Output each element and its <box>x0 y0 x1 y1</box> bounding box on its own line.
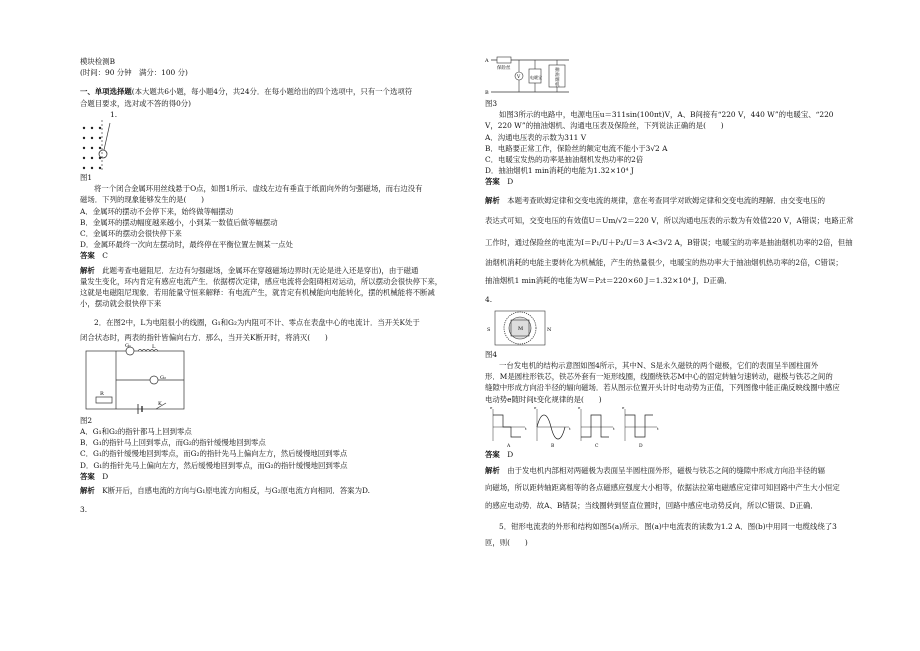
k-label: K <box>158 400 162 407</box>
q3-analysis-5: 抽油烟机1 min消耗的电能为W＝P₂t＝220×60 J＝1.32×10⁴ J，D正确． <box>485 275 732 285</box>
q3-circuit <box>485 54 575 98</box>
q1-option-b: B．金属环的摆动幅度越来越小，小到某一数值后做等幅摆动 <box>80 217 278 227</box>
q3-analysis-2: 表达式可知，交变电压的有效值U＝Um/√2＝220 V，所以沟通电压表的示数为有效值220 V，A错误；电路正常 <box>485 215 854 225</box>
graph-d-e-label: e <box>622 404 625 410</box>
q3-analysis-4: 油烟机消耗的电能主要转化为机械能，产生的热量很少，电暖宝的热功率大于抽油烟机热功率的2倍，C错误； <box>485 257 843 267</box>
terminal-a-label: A <box>485 58 489 64</box>
section-intro: (本大题共6小题，每小题4分，共24分．在每小题给出的四个选项中，只有一个选项符 <box>131 87 413 97</box>
q4-generator <box>485 305 555 349</box>
fuse-label: 保险丝 <box>497 66 511 71</box>
graph-b-t-label: t <box>569 425 571 431</box>
graph-a-t-label: t <box>525 425 527 431</box>
q1-answer: C <box>102 251 108 261</box>
r-label: R <box>100 390 104 397</box>
q1-answer-label: 答案 <box>80 251 95 261</box>
q2-option-d: D．G₁的指针先马上偏向左方，然后缓慢地回到零点，而G₂的指针缓慢地回到零点 <box>80 460 348 470</box>
graph-b-letter: B <box>551 443 555 449</box>
q4-answer-label: 答案 <box>485 449 500 459</box>
q4-option-graphs <box>485 405 665 449</box>
graph-b-e-label: e <box>534 404 537 410</box>
q2-analysis-label: 解析 <box>80 486 95 496</box>
q2-answer-label: 答案 <box>80 471 95 481</box>
q2-analysis: K断开后，自感电流的方向与G₁原电流方向相反，与G₂原电流方向相同．答案为D. <box>102 486 370 496</box>
q2-circuit <box>80 342 190 415</box>
hood-label-3: 烟 <box>555 78 560 83</box>
right-column <box>485 0 854 551</box>
q3-answer: D <box>507 177 514 187</box>
q2-stem-1: 2．在图2中，L为电阻很小的线圈，G₁和G₂为内阻可不计、零点在表盘中心的电流计．当开关K处于 <box>94 318 420 328</box>
q4-analysis-2: 向磁场，所以距转轴距离相等的各点磁感应强度大小相等，依据法拉第电磁感应定律可知回路中产生大小恒定 <box>485 483 840 493</box>
q4-stem-2: 形．M是圆柱形铁芯，铁芯外套有一矩形线圈，线圈绕铁芯M中心的固定转轴匀速转动，磁极与铁芯之间的 <box>485 372 833 382</box>
q3-option-d: D．抽油烟机1 min消耗的电能为1.32×10⁴ J <box>485 166 634 176</box>
q3-option-c: C．电暖宝发热的功率是抽油烟机发热功率的2倍 <box>485 155 644 165</box>
hood-label-4: 机 <box>555 83 560 88</box>
q1-number: 1. <box>110 109 118 119</box>
q4-analysis-3: 的感应电动势．故A、B错误；当线圈转到竖直位置时，回路中感应电动势反向，所以C错误、D正确． <box>485 501 818 511</box>
fuse <box>497 57 511 63</box>
q4-analysis-1: 由于发电机内部相对两磁极为表面呈半圆柱面外形，磁极与铁芯之间的缝隙中形成方向沿半径的辐 <box>507 466 826 476</box>
hood-label-2: 油 <box>555 73 560 78</box>
q1-stem-1: 将一个闭合金属环用丝线悬于O点，如图1所示．虚线左边有垂直于纸面向外的匀强磁场，而右边没有 <box>94 184 423 194</box>
q5-stem-2: 匝，则( ) <box>485 538 528 548</box>
s-pole-label: S <box>487 326 491 333</box>
graph-c <box>578 405 615 449</box>
q1-analysis-2: 量发生变化，环内肯定有感应电流产生．依据楞次定律，感应电流将会阻碍相对运动，所以摆动会很快停下来， <box>80 276 443 286</box>
q3-stem-2: V，220 W”的抽油烟机、沟通电压表及保险丝，下列说法正确的是( ) <box>485 121 724 131</box>
q3-stem-1: 如图3所示的电路中，电源电压u＝311sin(100πt)V，A、B间接有“220 V，440 W”的电暖宝、“220 <box>499 110 834 120</box>
graph-a-letter: A <box>507 443 511 449</box>
q3-analysis-label: 解析 <box>485 195 500 205</box>
q1-option-c: C．金属环的摆动会很快停下来 <box>80 229 182 239</box>
q1-figure <box>80 120 130 172</box>
q1-option-a: A．金属环的摆动不会停下来，始终做等幅摆动 <box>80 206 234 216</box>
q1-stem-2: 磁场．下列的现象能够发生的是( ) <box>80 195 205 205</box>
q2-option-c: C．G₁的指针缓慢地回到零点，而G₂的指针先马上偏向左方，然后缓慢地回到零点 <box>80 449 348 459</box>
q3-number: 3. <box>80 505 88 515</box>
exam-time: (时间：90 分钟 满分：100 分) <box>80 68 188 78</box>
core-label: M <box>518 325 524 332</box>
graph-a-e-label: e <box>490 404 493 410</box>
graph-c-e-label: e <box>578 404 581 410</box>
q4-stem-3: 缝隙中形成方向沿半径的辐向磁场．若从图示位置开头计时电动势为正值，下列图像中能正确反映线圈中感应 <box>485 383 840 393</box>
q2-option-b: B．G₁的指针马上回到零点，而G₂的指针缓慢地回到零点 <box>80 438 266 448</box>
q1-analysis-4: 小，摆动就会很快停下来 <box>80 299 162 309</box>
hood-label-1: 抽 <box>555 68 560 73</box>
paper-title: 模块检测B <box>80 57 115 66</box>
resistor-r <box>96 397 112 403</box>
q2-option-a: A．G₁和G₂的指针都马上回到零点 <box>80 427 192 437</box>
q4-analysis-label: 解析 <box>485 466 500 476</box>
q2-fig-label: 图2 <box>80 415 93 425</box>
q3-analysis-3: 工作时，通过保险丝的电流为I＝P₁/U＋P₂/U＝3 A<3√2 A，B错误；电暖宝的功率是抽油烟机功率的2倍，但抽 <box>485 237 853 247</box>
q1-analysis-label: 解析 <box>80 265 95 275</box>
q3-fig-label: 图3 <box>485 99 498 108</box>
q1-option-d: D．金属环最终一次向左摆动时，最终停在平衡位置左侧某一点处 <box>80 240 293 250</box>
q1-fig-label: 图1 <box>80 173 93 183</box>
n-pole-label: N <box>547 326 552 333</box>
l-label: L <box>152 343 156 350</box>
terminal-b-label: B <box>485 90 489 96</box>
q4-answer: D <box>507 449 514 459</box>
section-title: 一、单项选择题 <box>80 87 132 97</box>
q2-stem-2: 闭合状态时，两表的指针皆偏向右方．那么，当开关K断开时，将消灭( ) <box>80 332 328 342</box>
left-column <box>80 0 443 515</box>
q4-stem-1: 一台发电机的结构示意图如图4所示，其中N、S是永久磁铁的两个磁极，它们的表面呈半圆柱面外 <box>499 361 819 371</box>
graph-b <box>534 405 571 449</box>
heater-label: 电暖宝 <box>530 75 542 80</box>
q3-option-a: A．沟通电压表的示数为311 V <box>485 132 587 142</box>
q1-analysis-1: 此题考查电磁阻尼．左边有匀强磁场，金属环在穿越磁场边界时(无论是进入还是穿出)，由于磁通 <box>102 265 419 275</box>
graph-a <box>490 405 527 449</box>
q1-analysis-3: 这就是电磁阻尼现象．若用能量守恒来解释：有电流产生，就肯定有机械能向电能转化，摆的机械能将不断减 <box>80 288 435 298</box>
galvanometer-g2 <box>150 376 158 384</box>
metal-ring <box>99 150 107 158</box>
q3-option-b: B．电路要正常工作，保险丝的额定电流不能小于3√2 A <box>485 143 668 153</box>
g2-label: G₂ <box>160 374 166 381</box>
graph-c-t-label: t <box>613 425 615 431</box>
q2-answer: D <box>102 471 109 481</box>
graph-c-letter: C <box>595 443 599 449</box>
q4-number: 4. <box>485 294 493 304</box>
q3-answer-label: 答案 <box>485 177 500 187</box>
magnetic-field-dots <box>83 127 101 169</box>
voltmeter-label: V <box>517 75 521 80</box>
q4-stem-4: 电动势e随时间t变化规律的是( ) <box>485 394 602 404</box>
section-intro-2: 合题目要求，选对或不答的得0分) <box>80 98 192 108</box>
q3-analysis-1: 本题考查欧姆定律和交变电流的规律，意在考查同学对欧姆定律和交变电流的理解．由交变电压的 <box>507 195 826 205</box>
q5-stem-1: 5．钳形电流表的外形和结构如图5(a)所示．图(a)中电流表的读数为1.2 A．图(b)中用同一电缆线绕了3 <box>499 522 837 532</box>
q4-fig-label: 图4 <box>485 349 498 359</box>
graph-d-t-label: t <box>657 425 659 431</box>
graph-d <box>622 405 659 449</box>
g1-label: G₁ <box>125 342 131 349</box>
graph-d-letter: D <box>639 443 643 449</box>
